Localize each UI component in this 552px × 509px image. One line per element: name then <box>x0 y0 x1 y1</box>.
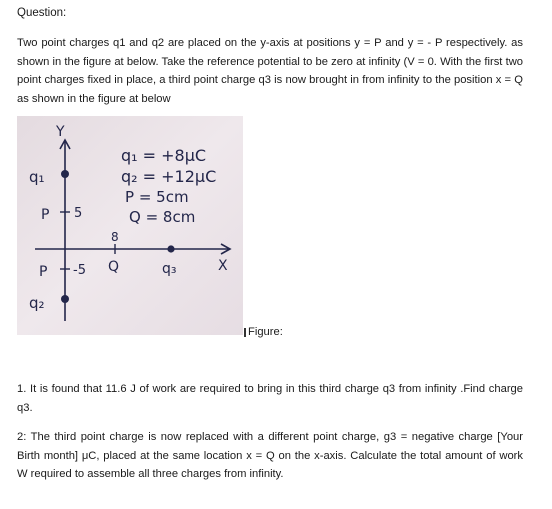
q1-label: q₁ <box>29 168 45 186</box>
p-label: P <box>41 207 50 223</box>
given-q1: q₁ = +8μC <box>121 146 207 165</box>
question-intro: Two point charges q1 and q2 are placed on the y-axis at positions y = P and y = - P respectively. as shown in the figure at below. Take the reference potential to be zero at infinity (V = 0. With the first two point charges fixed in place, a third point charge q3 is now brought in from infinity to the position x = Q as shown in the figure at below <box>17 37 523 105</box>
question-part-1: 1. It is found that 11.6 J of work are required to bring in this third charge q3 from infinity .Find charge q3. <box>17 383 523 414</box>
question-heading: Question: <box>17 7 67 19</box>
q-label: Q <box>108 259 120 275</box>
given-q: Q = 8cm <box>129 208 196 226</box>
question-part-2: 2: The third point charge is now replaced with a different point charge, g3 = negative charge [Your Birth month] μC, placed at the same location x = Q on the x-axis. Calculate the total amount of work W required to assemble all three charges from infinity. <box>17 431 523 480</box>
figure-caption-text: Figure: <box>248 326 283 338</box>
charge-q2-dot <box>61 295 69 303</box>
given-q2: q₂ = +12μC <box>121 167 217 186</box>
y-axis-label: Y <box>56 124 65 140</box>
p-value: 5 <box>74 206 83 221</box>
charge-q1-dot <box>61 170 69 178</box>
x-axis-label: X <box>218 258 228 274</box>
charge-q3-dot <box>167 245 174 252</box>
figure-photo <box>17 116 243 335</box>
neg-p-label: P <box>39 264 48 280</box>
neg-p-value: -5 <box>73 263 86 278</box>
q3-label: q₃ <box>162 261 177 277</box>
q2-label: q₂ <box>29 294 45 312</box>
caption-marker <box>244 328 246 337</box>
figure-caption <box>244 326 283 338</box>
given-p: P = 5cm <box>125 188 189 206</box>
q-value: 8 <box>111 230 119 244</box>
